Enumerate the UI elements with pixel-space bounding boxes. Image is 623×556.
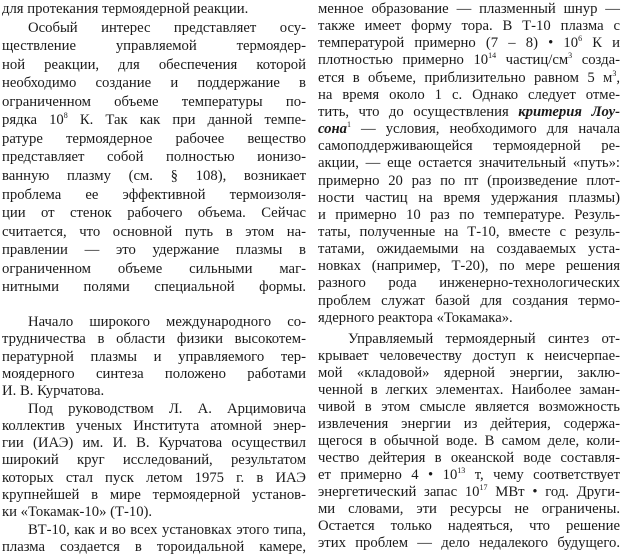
text-segment: ядерного реактора «Токамака». [318, 309, 513, 326]
text-segment: Начало широкого международного со- [28, 314, 306, 330]
text-segment: ет примерно 4 • 10 [318, 467, 458, 483]
text-line [318, 120, 620, 138]
text-segment: К. Так как при данной темпе- [67, 112, 307, 129]
text-segment: частиц/см [496, 52, 569, 69]
text-segment: татами, ожидаемыми на создаваемых уста- [318, 241, 620, 258]
text-segment: на время около 1 с. Однако следует отме- [318, 86, 620, 103]
text-line [2, 434, 306, 452]
text-segment: т, чему соответствует [465, 467, 620, 483]
text-segment: считается, что основной путь в этом на- [2, 223, 306, 240]
text-line [318, 257, 620, 275]
text-segment: трудничества в области физики высокотем- [2, 331, 306, 348]
text-segment: , [616, 69, 620, 86]
text-line [2, 521, 306, 539]
text-line [318, 240, 620, 258]
text-segment: МВт • год. Други- [487, 484, 620, 500]
superscript: 1 [347, 120, 351, 130]
text-segment: ченной в легких элементах. Наиболее заман- [318, 382, 620, 398]
text-segment: мой «кладовой» ядерной энергии, заклю- [318, 365, 620, 381]
text-line [318, 206, 620, 224]
text-line [318, 86, 620, 104]
text-segment: новках (например, Т-20), по мере решения [318, 258, 620, 275]
text-segment: проблема ее эффективной термоизоля- [2, 186, 306, 203]
text-line [2, 111, 306, 129]
text-line [2, 348, 306, 366]
text-line [318, 189, 620, 207]
text-segment: ции от стенок рабочего объема. Сейчас [2, 205, 306, 222]
text-line [318, 274, 620, 292]
text-segment: этих проблем — дело недалекого будущего. [318, 535, 620, 551]
text-segment: — условия, необходимого для начала [351, 121, 620, 138]
text-line [318, 0, 620, 18]
text-line [2, 451, 306, 469]
text-segment: и примерно 10 раз по температуре. Резуль- [318, 206, 620, 223]
emphasized-term: критерия Лоу- [518, 103, 620, 120]
text-line [2, 37, 306, 55]
text-segment: менное образование — плазменный шнур — [318, 1, 620, 17]
text-segment: для протекания термоядерной реакции. [2, 1, 249, 17]
text-segment: тить, что до осуществления [318, 103, 519, 120]
text-segment: И. В. Курчатова. [2, 383, 105, 400]
text-segment: моядерного синтеза положено работами [2, 365, 306, 382]
text-line [2, 400, 306, 418]
text-line [318, 330, 620, 348]
text-segment: крупнейшей в мире термоядерной установ- [2, 487, 306, 503]
text-segment: разного рода инженерно-технологических [318, 275, 620, 292]
superscript: 6 [578, 34, 583, 44]
text-segment: нитными полями специальной формы. [2, 279, 306, 296]
superscript: 13 [457, 466, 466, 475]
text-line [2, 503, 306, 521]
text-segment: энергетический запас 10 [318, 484, 480, 500]
text-segment: также имеет форму тора. В Т-10 плазма с [318, 18, 620, 35]
text-line [318, 17, 620, 35]
text-line [2, 204, 306, 222]
text-line [318, 432, 620, 450]
text-line [318, 364, 620, 382]
text-segment: ванную плазму (см. § 108), возникает [2, 167, 306, 184]
text-segment: извлечения энергии из дейтерия, содержа- [318, 416, 620, 432]
text-line [2, 241, 306, 259]
text-segment: Управляемый термоядерный синтез от- [348, 331, 620, 347]
text-segment: правлении — это удержание плазмы в [2, 242, 306, 259]
text-segment: коллектив ученых Института атомной энер- [2, 417, 306, 434]
text-line [318, 34, 620, 52]
text-segment: ограниченном объеме сильными маг- [2, 260, 306, 277]
text-segment: примерно 20 раз по пт (произведение плот- [318, 172, 620, 189]
text-line [2, 148, 306, 166]
text-segment: ной реакции, для обеспечения которой [2, 56, 306, 73]
text-segment: ности частиц на время удержания плазмы) [318, 189, 620, 206]
text-segment: таты, полученные на Т-10, вместе с резуль- [318, 223, 620, 240]
text-line [318, 103, 620, 121]
text-segment: ограниченном объеме температуры по- [2, 93, 306, 110]
text-segment: Остается только надеяться, что решение [318, 518, 620, 534]
text-line [2, 74, 306, 92]
superscript: 17 [479, 483, 488, 492]
text-line [2, 19, 306, 37]
text-line [318, 381, 620, 399]
text-line [2, 130, 306, 148]
text-line [318, 449, 620, 467]
superscript: 3 [612, 68, 617, 78]
right-text-column [318, 0, 620, 556]
text-line [318, 172, 620, 190]
emphasized-term: сона [318, 121, 347, 138]
text-line [2, 167, 306, 185]
text-line [2, 365, 306, 383]
text-line [2, 93, 306, 111]
text-line [2, 417, 306, 435]
text-line [2, 382, 306, 400]
superscript: 3 [568, 51, 573, 61]
text-segment: Особый интерес представляет осу- [28, 19, 306, 36]
text-segment: рядка 10 [2, 112, 64, 129]
text-segment: проблем служат базой для создания термо- [318, 292, 620, 309]
text-line [318, 292, 620, 310]
text-segment: ки «Токамак-10» (Т-10). [2, 504, 153, 521]
text-line [2, 313, 306, 331]
text-segment: крывает человечеству доступ к неисчерпае- [318, 348, 620, 364]
text-segment: чество дейтерия в океанской воде составля- [318, 450, 620, 466]
text-line [2, 260, 306, 278]
text-segment: широкий круг исследований, результатом [2, 452, 306, 469]
text-segment: температурой примерно (7 – 8) • 10 [318, 35, 579, 52]
text-line [318, 51, 620, 69]
text-segment: плотностью примерно 10 [318, 52, 489, 69]
text-line [2, 56, 306, 74]
text-segment: самоподдерживающейся термоядерной ре- [318, 138, 620, 155]
text-line [2, 486, 306, 504]
text-segment: К и [582, 35, 620, 52]
text-line [318, 69, 620, 87]
text-segment: плазма создается в тороидальной камере, [2, 538, 306, 555]
text-line [318, 534, 620, 552]
text-line [2, 469, 306, 487]
text-segment: ществление управляемой термоядер- [2, 38, 306, 55]
text-line [318, 398, 620, 416]
text-segment: ми словами, эти ресурсы не ограничены. [318, 501, 620, 517]
text-line [318, 517, 620, 535]
text-segment: Под руководством Л. А. Арцимовича [28, 400, 306, 417]
text-segment: ВТ-10, как и во всех установках этого типа, [28, 521, 306, 538]
superscript: 14 [488, 51, 497, 61]
text-line [2, 186, 306, 204]
text-segment: необходимо создание и поддержание в [2, 75, 306, 92]
left-text-column [2, 0, 306, 556]
text-segment: щегося в обычной воде. В самом деле, коли- [318, 433, 620, 449]
text-segment: ратуре термоядерное рабочее вещество [2, 130, 306, 147]
text-line [318, 347, 620, 365]
text-line [2, 330, 306, 348]
text-segment: чивой в этом смысле является возможность [318, 399, 620, 415]
text-segment: представляет собой полностью ионизо- [2, 149, 306, 166]
text-line [2, 223, 306, 241]
text-line [2, 0, 306, 18]
text-segment: созда- [572, 52, 620, 69]
text-segment: которых стал пуск летом 1975 г. в ИАЭ [2, 469, 306, 486]
text-line [318, 154, 620, 172]
text-line [318, 466, 620, 484]
text-line [2, 278, 306, 296]
text-segment: пературной плазмы и управляемого тер- [2, 348, 306, 365]
text-line [318, 415, 620, 433]
text-segment: акции, — еще остается значительный «путь»: [318, 155, 620, 172]
text-line [318, 483, 620, 501]
text-line [318, 500, 620, 518]
text-line [318, 223, 620, 241]
text-line [318, 309, 620, 327]
text-segment: ется в объеме, приблизительно равном 5 м [318, 69, 613, 86]
text-line [2, 538, 306, 556]
text-segment: гии (ИАЭ) им. И. В. Курчатова осуществил [2, 435, 306, 452]
text-line [318, 137, 620, 155]
superscript: 8 [63, 111, 68, 121]
